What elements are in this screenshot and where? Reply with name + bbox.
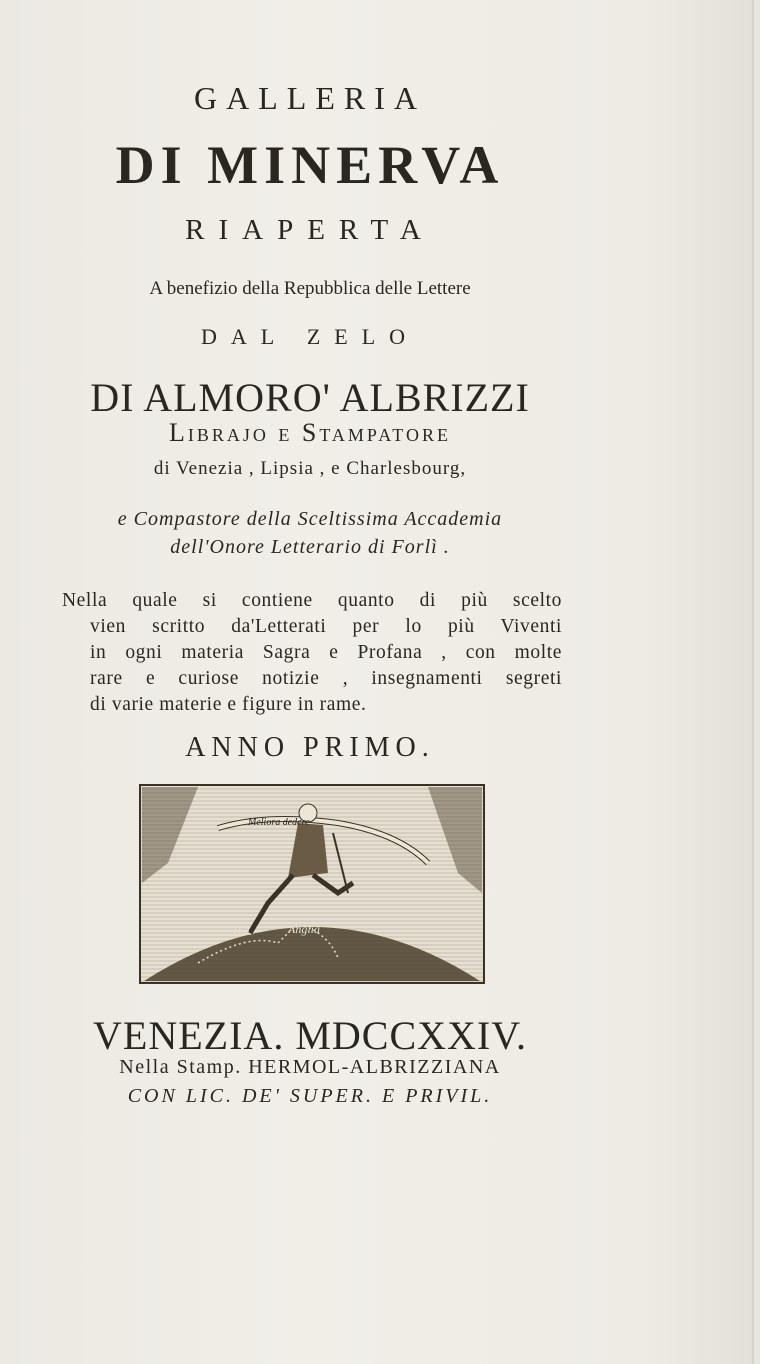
- subtitle: A benefizio della Repubblica delle Lettere: [149, 278, 471, 299]
- description-line: di varie materie e figure in rame.: [90, 694, 367, 715]
- globe-label: Anglia: [288, 922, 320, 936]
- dal-zelo: DAL ZELO: [200, 324, 420, 349]
- academy-line-2: dell'Onore Letterario di Forlì .: [170, 536, 450, 558]
- globe-label: Hol.: [233, 926, 253, 938]
- description-line: Nella quale si contiene quanto di più scelto: [62, 590, 562, 611]
- author-role: Librajo e Stampatore: [169, 418, 451, 447]
- title-line-galleria: GALLERIA: [194, 80, 426, 116]
- imprint-press: Nella Stamp. HERMOL-ALBRIZZIANA: [119, 1056, 501, 1078]
- imprint-license: CON LIC. DE' SUPER. E PRIVIL.: [127, 1085, 493, 1107]
- mercury-engraving: [138, 783, 486, 987]
- title-line-minerva: DI MINERVA: [115, 135, 505, 195]
- author-places: di Venezia , Lipsia , e Charlesbourg,: [153, 458, 467, 479]
- academy-line-1: e Compastore della Sceltissima Accademia: [117, 508, 503, 530]
- description-line: in ogni materia Sagra e Profana , con molte: [90, 642, 562, 663]
- author-name: DI ALMORO' ALBRIZZI: [90, 375, 530, 420]
- description-line: rare e curiose notizie , insegnamenti segreti: [90, 668, 562, 689]
- imprint-city-year: VENEZIA. MDCCXXIV.: [93, 1013, 527, 1058]
- description-paragraph: [62, 588, 562, 718]
- volume-label: ANNO PRIMO.: [185, 732, 435, 763]
- description-line: vien scritto da'Letterati per lo più Viventi: [90, 616, 562, 637]
- title-line-riaperta: RIAPERTA: [185, 214, 435, 246]
- banner-text: Meliora dedere: [248, 817, 310, 828]
